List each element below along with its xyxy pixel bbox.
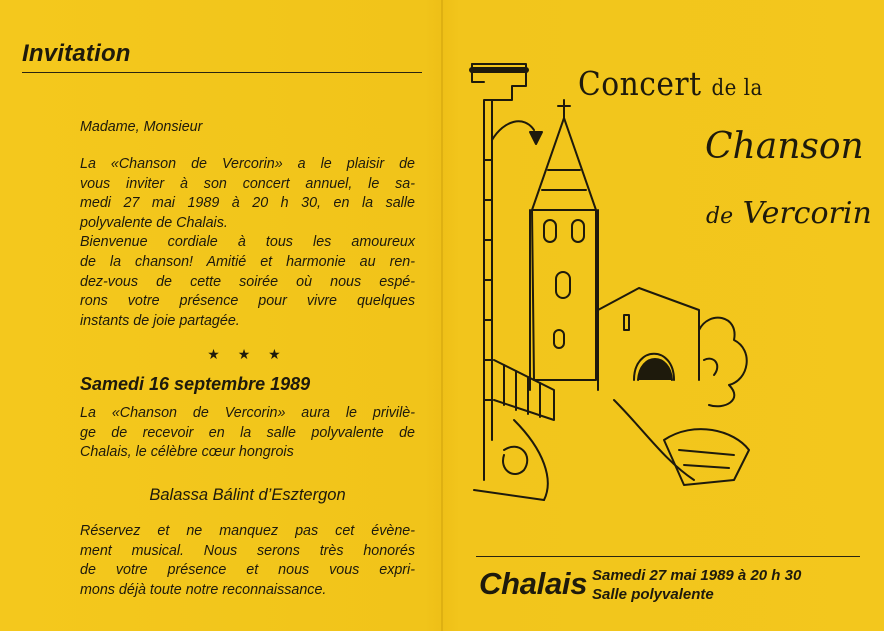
title-de: de: [706, 204, 734, 229]
text-line: rons votre présence pour vivre quelques: [80, 293, 415, 310]
paragraph-invite: [80, 155, 415, 331]
footer-date: Samedi 27 mai 1989 à 20 h 30: [592, 567, 802, 584]
star-separator: ★ ★ ★: [207, 346, 288, 362]
footer-place: Chalais: [479, 566, 588, 601]
text-line: instants de joie partagée.: [80, 312, 240, 329]
text-line: ment musical. Nous serons très honorés: [80, 542, 415, 559]
text-line: de la chanson! Amitié et harmonie au ren-: [80, 253, 415, 270]
text-line: dez-vous de cette soirée où nous espé-: [80, 273, 415, 290]
text-line: mons déjà toute notre reconnaissance.: [80, 581, 327, 598]
paragraph-reserve: [80, 522, 415, 600]
footer-venue: Salle polyvalente: [592, 586, 714, 603]
text-line: polyvalente de Chalais.: [80, 214, 228, 231]
text-line: La «Chanson de Vercorin» aura le privilè-: [80, 405, 415, 421]
text-line: ge de recevoir en la salle polyvalente de: [80, 424, 415, 441]
text-line: La «Chanson de Vercorin» a le plaisir de: [80, 156, 415, 172]
event-date-heading: Samedi 16 septembre 1989: [80, 374, 311, 394]
title-de-la: de la: [711, 76, 763, 101]
title-word-concert: Concert: [578, 64, 702, 103]
text-line: medi 27 mai 1989 à 20 h 30, en la salle: [80, 195, 415, 212]
text-line: de votre présence et nous vous expri-: [80, 562, 415, 579]
paragraph-guest: [80, 404, 415, 463]
title-chanson: Chanson: [705, 126, 864, 167]
title-word-vercorin: Vercorin: [742, 196, 872, 231]
salutation: Madame, Monsieur: [80, 119, 203, 135]
footer-rule: [476, 556, 860, 557]
title-rule: [22, 72, 422, 73]
fold-line: [441, 0, 443, 631]
guest-choir-name: Balassa Bálint d’Esztergon: [149, 486, 346, 504]
church-illustration: [464, 60, 754, 505]
text-line: Réservez et ne manquez pas cet évène-: [80, 523, 415, 539]
invitation-title: Invitation: [22, 40, 131, 67]
left-panel: [0, 0, 440, 631]
text-line: Bienvenue cordiale à tous les amoureux: [80, 234, 415, 251]
text-line: Chalais, le célèbre cœur hongrois: [80, 444, 294, 461]
text-line: vous inviter à son concert annuel, le sa-: [80, 175, 415, 192]
